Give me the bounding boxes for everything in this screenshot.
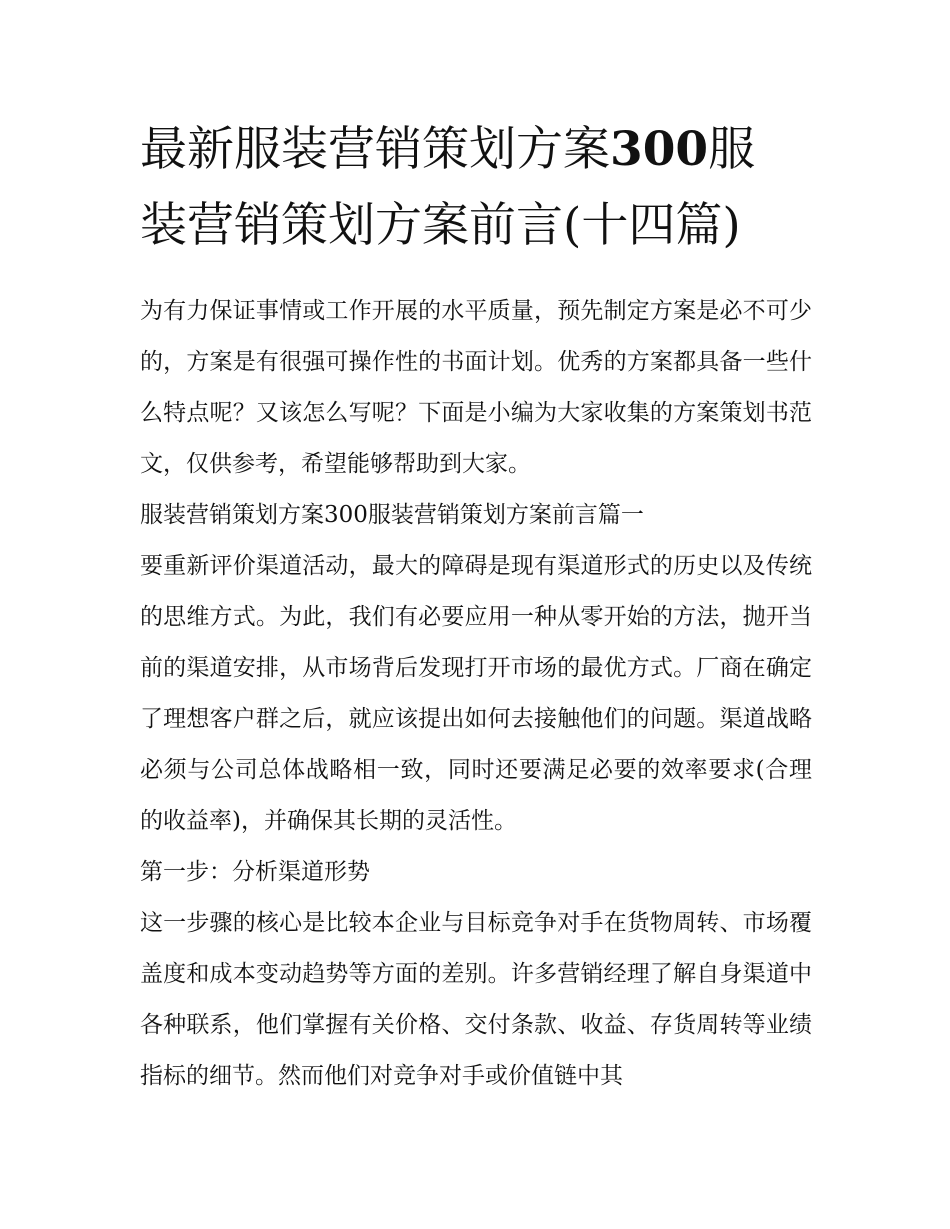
section-heading: 服装营销策划方案300服装营销策划方案前言篇一 <box>140 502 644 528</box>
paragraph-intro: 为有力保证事情或工作开展的水平质量，预先制定方案是必不可少的，方案是有很强可操作性的书面计划。优秀的方案都具备一些什么特点呢？又该怎么写呢？下面是小编为大家收集的方案策划书范文，仅供参考，希望能够帮助到大家。 <box>140 298 812 477</box>
document-body <box>140 286 812 1102</box>
title-number: 300 <box>610 122 709 177</box>
document-page <box>140 112 812 1102</box>
title-line-2: 装营销策划方案前言(十四篇) <box>140 198 741 253</box>
step-heading: 第一步：分析渠道形势 <box>140 859 370 885</box>
title-text: 最新服装营销策划方案 <box>140 122 610 177</box>
paragraph-analysis: 这一步骤的核心是比较本企业与目标竞争对手在货物周转、市场覆盖度和成本变动趋势等方面的差别。许多营销经理了解自身渠道中各种联系，他们掌握有关价格、交付条款、收益、存货周转等业绩指标的细节。然而他们对竞争对手或价值链中其 <box>140 910 812 1089</box>
title-text: 服 <box>708 122 756 177</box>
title-line-1 <box>140 122 755 177</box>
paragraph-channel: 要重新评价渠道活动，最大的障碍是现有渠道形式的历史以及传统的思维方式。为此，我们有必要应用一种从零开始的方法，抛开当前的渠道安排，从市场背后发现打开市场的最优方式。厂商在确定了理想客户群之后，就应该提出如何去接触他们的问题。渠道战略必须与公司总体战略相一致，同时还要满足必要的效率要求(合理的收益率)，并确保其长期的灵活性。 <box>140 553 812 834</box>
document-title <box>140 112 812 264</box>
